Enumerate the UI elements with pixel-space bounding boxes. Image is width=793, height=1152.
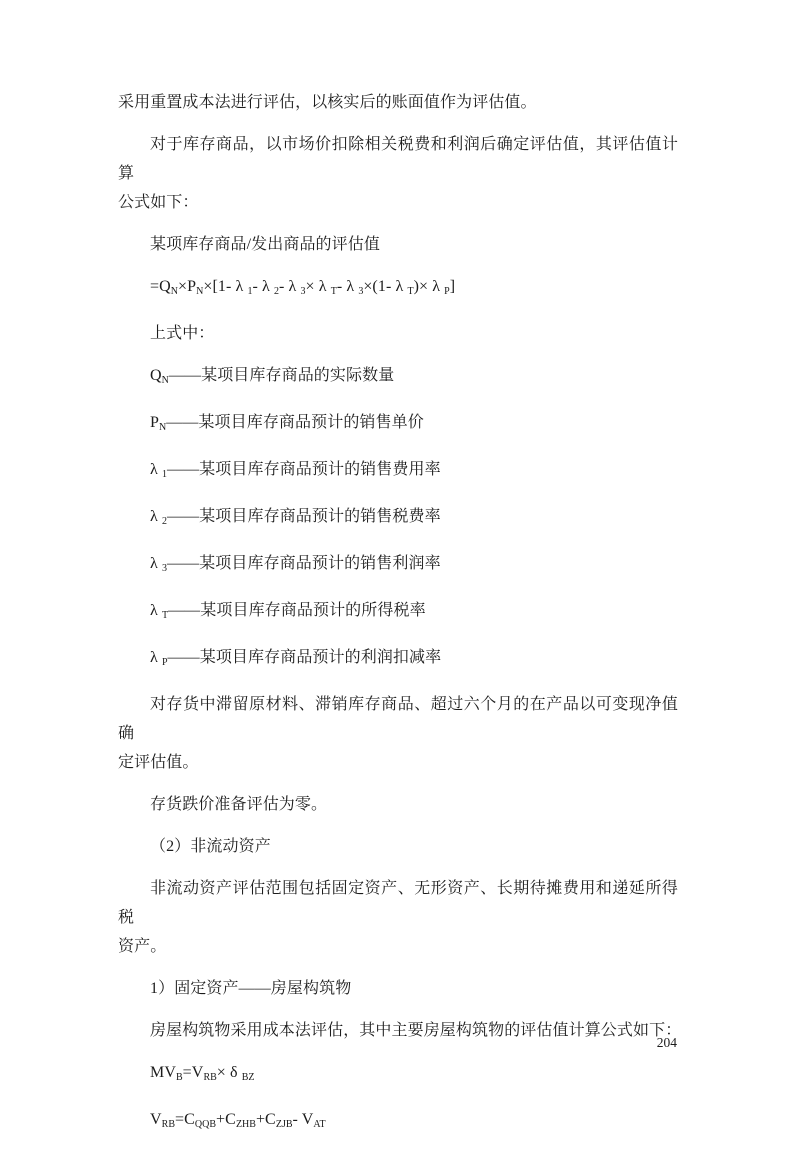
subscript: P	[444, 286, 450, 297]
paragraph-line: 公式如下：	[118, 194, 199, 211]
subscript: N	[161, 375, 169, 386]
subscript: P	[161, 657, 168, 668]
definition-line: λ $_2$——某项目库存商品预计的销售税费率	[150, 508, 441, 527]
document-body	[118, 88, 682, 1152]
subscript: 1	[247, 286, 253, 297]
subscript: B	[175, 1072, 183, 1083]
paragraph-line: 定评估值。	[118, 754, 199, 771]
formula-line: $=Q_N\times P_N\times[1-$ λ $_1$- λ $_2$- λ $_3$× λ $_T$- λ $_3$×(1- λ $_T$)× λ $_P$]	[150, 278, 456, 297]
subscript: T	[407, 286, 414, 297]
formula-line: $V_{RB}=C_{QQB}+C_{ZHB}+C_{ZJB}-$ $V_{AT}$	[150, 1111, 326, 1130]
subscript: 2	[161, 516, 167, 527]
definition-line: λ $_P$——某项目库存商品预计的利润扣减率	[150, 649, 442, 668]
subscript: 1	[161, 469, 167, 480]
paragraph-line: 采用重置成本法进行评估，以核实后的账面值作为评估值。	[118, 94, 537, 111]
formula-line: $MV_B=V_{RB}\times \delta$ $_{BZ}$	[150, 1064, 255, 1083]
subscript: BZ	[241, 1072, 255, 1083]
subscript: 3	[161, 563, 167, 574]
heading-line: 1）固定资产——房屋构筑物	[150, 980, 352, 997]
subscript: RB	[161, 1119, 175, 1130]
definition-line: λ $_1$——某项目库存商品预计的销售费用率	[150, 461, 441, 480]
definition-line: λ $_T$——某项目库存商品预计的所得税率	[150, 602, 426, 621]
paragraph-line: 对于库存商品，以市场价扣除相关税费和利润后确定评估值，其评估值计算	[118, 136, 678, 182]
subscript: N	[196, 286, 204, 297]
paragraph-line: 上式中：	[150, 325, 215, 342]
paragraph-line: 非流动资产评估范围包括固定资产、无形资产、长期待摊费用和递延所得税	[118, 880, 678, 926]
subscript: 3	[300, 286, 306, 297]
subscript: AT	[313, 1119, 326, 1130]
definition-line: $P_N——$某项目库存商品预计的销售单价	[150, 414, 424, 433]
subscript: T	[330, 286, 337, 297]
page-number: 204	[656, 1035, 677, 1050]
subscript: 3	[358, 286, 364, 297]
subscript: QQB	[194, 1119, 217, 1130]
paragraph-line: 对存货中滞留原材料、滞销库存商品、超过六个月的在产品以可变现净值确	[118, 696, 678, 742]
subscript: ZHB	[235, 1119, 256, 1130]
subscript: N	[170, 286, 179, 297]
paragraph-line: 房屋构筑物采用成本法评估，其中主要房屋构筑物的评估值计算公式如下：	[150, 1022, 682, 1039]
subscript: 2	[274, 286, 280, 297]
subscript: ZJB	[275, 1119, 293, 1130]
subscript: N	[159, 422, 167, 433]
paragraph-line: 存货跌价准备评估为零。	[150, 796, 328, 813]
subscript: RB	[203, 1072, 217, 1083]
paragraph-line: 某项库存商品/发出商品的评估值	[150, 236, 380, 253]
definition-line: λ $_3$——某项目库存商品预计的销售利润率	[150, 555, 441, 574]
paragraph-line: 资产。	[118, 938, 167, 955]
heading-line: （2）非流动资产	[150, 838, 271, 855]
subscript: T	[161, 610, 169, 621]
definition-line: $Q_N——$某项目库存商品的实际数量	[150, 367, 395, 386]
